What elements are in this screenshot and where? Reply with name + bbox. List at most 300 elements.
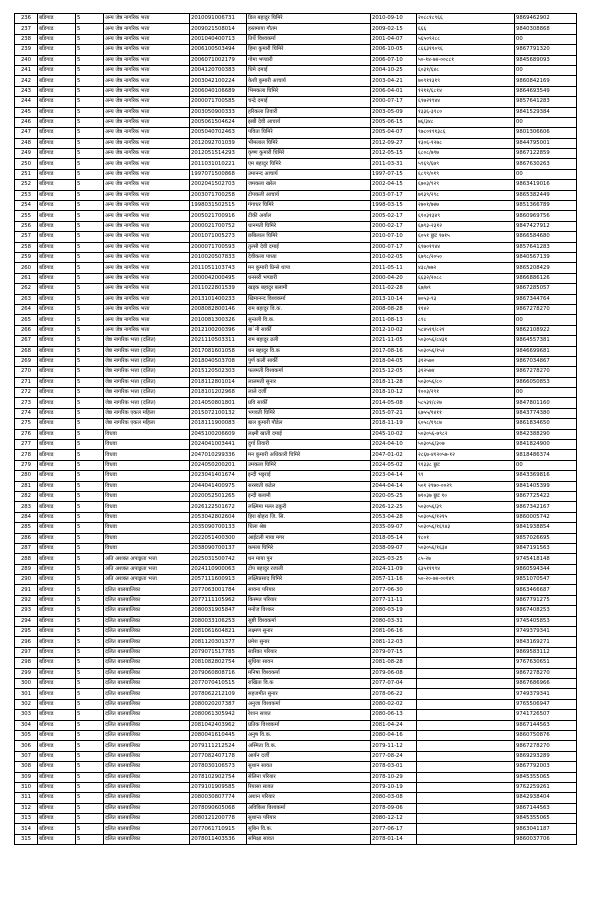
ward-number-cell: 5 xyxy=(76,647,104,657)
serial-number-cell: 297 xyxy=(15,647,38,657)
municipality-cell: बडिगाड xyxy=(38,107,76,117)
citizenship-number-cell: ६९७०१९४४ xyxy=(417,242,515,252)
phone-number-cell: 9866050853 xyxy=(515,377,577,387)
date-cell: 2077-06-17 xyxy=(371,824,417,834)
date-cell: 2018-05-14 xyxy=(371,533,417,543)
citizenship-number-cell: ६७९३-२३१२ xyxy=(417,221,515,231)
date-cell: 2005-04-07 xyxy=(371,128,417,138)
ward-number-cell: 5 xyxy=(76,481,104,491)
municipality-cell: बडिगाड xyxy=(38,159,76,169)
phone-number-cell: 9801306606 xyxy=(515,128,577,138)
allowance-type-cell: दलित बालबालिका xyxy=(104,782,190,792)
table-row xyxy=(15,450,577,460)
municipality-cell: बडिगाड xyxy=(38,294,76,304)
municipality-cell: बडिगाड xyxy=(38,450,76,460)
citizenship-number-cell xyxy=(417,595,515,605)
serial-number-cell: 284 xyxy=(15,512,38,522)
phone-number-cell: 9867791320 xyxy=(515,45,577,55)
table-row xyxy=(15,460,577,470)
municipality-cell: बडिगाड xyxy=(38,502,76,512)
serial-number-cell: 238 xyxy=(15,34,38,44)
phone-number-cell: 9847427912 xyxy=(515,221,577,231)
serial-number-cell: 252 xyxy=(15,180,38,190)
municipality-cell: बडिगाड xyxy=(38,221,76,231)
phone-number-cell: 9843774380 xyxy=(515,408,577,418)
date-cell: 2003-05-09 xyxy=(371,107,417,117)
citizenship-number-cell: ७१०३७ छुट १० xyxy=(417,491,515,501)
date-cell: 2077-06-30 xyxy=(371,585,417,595)
ward-number-cell: 5 xyxy=(76,793,104,803)
phone-number-cell: 9843369816 xyxy=(515,471,577,481)
serial-number-cell: 266 xyxy=(15,325,38,335)
beneficiary-table xyxy=(14,13,577,845)
municipality-cell: बडिगाड xyxy=(38,512,76,522)
allowance-type-cell: दलित बालबालिका xyxy=(104,585,190,595)
ward-number-cell: 5 xyxy=(76,585,104,595)
citizenship-number-cell xyxy=(417,585,515,595)
ward-number-cell: 5 xyxy=(76,294,104,304)
citizenship-number-cell: ५८४५११/८२१ xyxy=(417,325,515,335)
municipality-cell: बडिगाड xyxy=(38,346,76,356)
phone-number-cell: 9864557381 xyxy=(515,336,577,346)
citizenship-number-cell: ९९ xyxy=(417,471,515,481)
beneficiary-name-cell: धन बहादुर वि.क xyxy=(247,346,371,356)
municipality-cell: बडिगाड xyxy=(38,86,76,96)
allowance-type-cell: अन्य जेष्ठ नागरिक भत्ता xyxy=(104,221,190,231)
phone-number-cell: 9762259261 xyxy=(515,782,577,792)
citizenship-number-cell: ९१३३८ छुट xyxy=(417,460,515,470)
ward-number-cell: 5 xyxy=(76,377,104,387)
allowance-type-cell: दलित बालबालिका xyxy=(104,834,190,844)
date-cell: 1998-03-15 xyxy=(371,201,417,211)
citizenship-number-cell: २८६७-४१२०५७-१२ xyxy=(417,450,515,460)
date-cell: 2081-12-03 xyxy=(371,637,417,647)
municipality-cell: बडिगाड xyxy=(38,14,76,24)
serial-number-cell: 245 xyxy=(15,107,38,117)
table-row xyxy=(15,741,577,751)
citizenship-number-cell xyxy=(417,782,515,792)
ward-number-cell: 5 xyxy=(76,346,104,356)
citizenship-number-cell: ८६६३११०९६ xyxy=(417,45,515,55)
date-cell: 2053-04-28 xyxy=(371,512,417,522)
table-row xyxy=(15,346,577,356)
identity-number-cell: 2005021700916 xyxy=(190,211,247,221)
phone-number-cell: 9846699681 xyxy=(515,346,577,356)
allowance-type-cell: अन्य जेष्ठ नागरिक भत्ता xyxy=(104,180,190,190)
citizenship-number-cell xyxy=(417,762,515,772)
table-row xyxy=(15,720,577,730)
beneficiary-name-cell: देवीकला पाध्या xyxy=(247,252,371,262)
citizenship-number-cell: ५६५०९२८८ xyxy=(417,34,515,44)
date-cell: 2079-07-15 xyxy=(371,647,417,657)
beneficiary-name-cell: उमानन्द आचार्य xyxy=(247,169,371,179)
date-cell: 2080-06-13 xyxy=(371,710,417,720)
beneficiary-name-cell: मन कुमारी अधिकारी घिमिरे xyxy=(247,450,371,460)
allowance-type-cell: दलित बालबालिका xyxy=(104,824,190,834)
phone-number-cell: 9867791275 xyxy=(515,595,577,605)
allowance-type-cell: दलित बालबालिका xyxy=(104,689,190,699)
allowance-type-cell: दलित बालबालिका xyxy=(104,627,190,637)
allowance-type-cell: दलित बालबालिका xyxy=(104,741,190,751)
beneficiary-name-cell: सावना परियार xyxy=(247,585,371,595)
serial-number-cell: 276 xyxy=(15,429,38,439)
identity-number-cell: 2018112801014 xyxy=(190,377,247,387)
allowance-type-cell: दलित बालबालिका xyxy=(104,814,190,824)
table-row xyxy=(15,367,577,377)
identity-number-cell: 2026122501672 xyxy=(190,502,247,512)
serial-number-cell: 291 xyxy=(15,585,38,595)
serial-number-cell: 296 xyxy=(15,637,38,647)
table-row xyxy=(15,658,577,668)
phone-number-cell: 9844795001 xyxy=(515,138,577,148)
municipality-cell: बडिगाड xyxy=(38,606,76,616)
beneficiary-name-cell: आर्यन दर्जी xyxy=(247,751,371,761)
identity-number-cell: 2022051400300 xyxy=(190,533,247,543)
table-row xyxy=(15,24,577,34)
ward-number-cell: 5 xyxy=(76,24,104,34)
phone-number-cell: 9867278270 xyxy=(515,741,577,751)
date-cell: 2018-11-28 xyxy=(371,377,417,387)
beneficiary-name-cell: जमकला खरेल xyxy=(247,180,371,190)
phone-number-cell: 00 xyxy=(515,460,577,470)
beneficiary-name-cell: टीकी अर्याल xyxy=(247,211,371,221)
citizenship-number-cell xyxy=(417,793,515,803)
phone-number-cell: 00 xyxy=(515,169,577,179)
citizenship-number-cell: ५०३०५६/८४३१ xyxy=(417,336,515,346)
table-row xyxy=(15,377,577,387)
beneficiary-name-cell: आईटली माया मगर xyxy=(247,533,371,543)
identity-number-cell: 2006040106689 xyxy=(190,86,247,96)
phone-number-cell: 9867630263 xyxy=(515,159,577,169)
citizenship-number-cell xyxy=(417,803,515,813)
beneficiary-name-cell: किस्मत परियार xyxy=(247,595,371,605)
beneficiary-name-cell: प्रवि सार्की xyxy=(247,398,371,408)
beneficiary-name-cell: रेशान सावत xyxy=(247,710,371,720)
allowance-type-cell: अन्य जेष्ठ नागरिक भत्ता xyxy=(104,159,190,169)
allowance-type-cell: जेष्ठ नागरिक भत्ता (दलित) xyxy=(104,346,190,356)
date-cell: 2000-07-17 xyxy=(371,242,417,252)
ward-number-cell: 5 xyxy=(76,637,104,647)
identity-number-cell: 2078062212109 xyxy=(190,689,247,699)
municipality-cell: बडिगाड xyxy=(38,730,76,740)
citizenship-number-cell: १३०६-१२७८ xyxy=(417,138,515,148)
phone-number-cell: 9857641283 xyxy=(515,97,577,107)
serial-number-cell: 237 xyxy=(15,24,38,34)
identity-number-cell: 2081042403962 xyxy=(190,720,247,730)
date-cell: 2017-08-16 xyxy=(371,346,417,356)
table-row xyxy=(15,55,577,65)
serial-number-cell: 307 xyxy=(15,751,38,761)
ward-number-cell: 5 xyxy=(76,76,104,86)
serial-number-cell: 275 xyxy=(15,419,38,429)
table-row xyxy=(15,117,577,127)
date-cell: 2005-02-17 xyxy=(371,211,417,221)
municipality-cell: बडिगाड xyxy=(38,419,76,429)
municipality-cell: बडिगाड xyxy=(38,169,76,179)
serial-number-cell: 265 xyxy=(15,315,38,325)
ward-number-cell: 5 xyxy=(76,751,104,761)
identity-number-cell: 2079071517785 xyxy=(190,647,247,657)
municipality-cell: बडिगाड xyxy=(38,315,76,325)
allowance-type-cell: अन्य जेष्ठ नागरिक भत्ता xyxy=(104,252,190,262)
table-row xyxy=(15,65,577,75)
citizenship-number-cell: ४३८/७७२ xyxy=(417,263,515,273)
municipality-cell: बडिगाड xyxy=(38,658,76,668)
table-row xyxy=(15,201,577,211)
allowance-type-cell: दलित बालबालिका xyxy=(104,606,190,616)
beneficiary-name-cell: धानमती घिमिरे xyxy=(247,221,371,231)
ward-number-cell: 5 xyxy=(76,564,104,574)
serial-number-cell: 271 xyxy=(15,377,38,387)
beneficiary-name-cell: अस्मिता वि.क. xyxy=(247,741,371,751)
ward-number-cell: 5 xyxy=(76,315,104,325)
ward-number-cell: 5 xyxy=(76,169,104,179)
serial-number-cell: 280 xyxy=(15,471,38,481)
beneficiary-name-cell: मन कुमारी प्रिन्से थापा xyxy=(247,263,371,273)
ward-number-cell: 5 xyxy=(76,242,104,252)
ward-number-cell: 5 xyxy=(76,616,104,626)
beneficiary-name-cell: लक्ष्मिप्रसाद घिमिरे xyxy=(247,575,371,585)
allowance-type-cell: विधवा xyxy=(104,471,190,481)
beneficiary-name-cell: खिमानन्द विश्वकर्मा xyxy=(247,294,371,304)
serial-number-cell: 242 xyxy=(15,76,38,86)
municipality-cell: बडिगाड xyxy=(38,325,76,335)
citizenship-number-cell xyxy=(417,751,515,761)
date-cell: 2011-03-31 xyxy=(371,159,417,169)
ward-number-cell: 5 xyxy=(76,543,104,553)
identity-number-cell: 2006100503494 xyxy=(190,45,247,55)
ward-number-cell: 5 xyxy=(76,471,104,481)
identity-number-cell: 2044041400975 xyxy=(190,481,247,491)
date-cell: 2035-09-07 xyxy=(371,523,417,533)
citizenship-number-cell xyxy=(417,637,515,647)
citizenship-number-cell xyxy=(417,824,515,834)
phone-number-cell: 9866886126 xyxy=(515,273,577,283)
identity-number-cell: 2035090700133 xyxy=(190,523,247,533)
citizenship-number-cell xyxy=(417,616,515,626)
beneficiary-name-cell: सुबिन वि.क. xyxy=(247,824,371,834)
ward-number-cell: 5 xyxy=(76,533,104,543)
citizenship-number-cell: २०८८१८९६६ xyxy=(417,14,515,24)
table-row xyxy=(15,772,577,782)
municipality-cell: बडिगाड xyxy=(38,627,76,637)
phone-number-cell: 9842938404 xyxy=(515,793,577,803)
serial-number-cell: 286 xyxy=(15,533,38,543)
phone-number-cell: 9857641283 xyxy=(515,242,577,252)
beneficiary-name-cell: अविकिश विश्वकर्मा xyxy=(247,803,371,813)
municipality-cell: बडिगाड xyxy=(38,232,76,242)
identity-number-cell: 2047010299336 xyxy=(190,450,247,460)
date-cell: 2080-03-31 xyxy=(371,616,417,626)
table-row xyxy=(15,523,577,533)
beneficiary-name-cell: सुष्टी विश्वकर्मा xyxy=(247,616,371,626)
identity-number-cell: 2017081601058 xyxy=(190,346,247,356)
date-cell: 2021-11-05 xyxy=(371,336,417,346)
municipality-cell: बडिगाड xyxy=(38,65,76,75)
beneficiary-name-cell: झबी देवी आचार्य xyxy=(247,117,371,127)
identity-number-cell: 2015072100132 xyxy=(190,408,247,418)
allowance-type-cell: विधवा xyxy=(104,440,190,450)
beneficiary-name-cell: अनुष वि.क. xyxy=(247,730,371,740)
allowance-type-cell: जेष्ठ नागरिक एकल महिला xyxy=(104,419,190,429)
citizenship-number-cell: ५०३०५६/३०७ xyxy=(417,440,515,450)
phone-number-cell: 9867278270 xyxy=(515,668,577,678)
table-row xyxy=(15,502,577,512)
date-cell: 2013-10-14 xyxy=(371,294,417,304)
table-row xyxy=(15,595,577,605)
serial-number-cell: 304 xyxy=(15,720,38,730)
date-cell: 2000-07-17 xyxy=(371,97,417,107)
beneficiary-name-cell: टोप बहादुर रजाली xyxy=(247,564,371,574)
identity-number-cell: 1998031502515 xyxy=(190,201,247,211)
allowance-type-cell: दलित बालबालिका xyxy=(104,710,190,720)
ward-number-cell: 5 xyxy=(76,658,104,668)
date-cell: 2000-04-20 xyxy=(371,273,417,283)
allowance-type-cell: अन्य जेष्ठ नागरिक भत्ता xyxy=(104,117,190,127)
table-row xyxy=(15,440,577,450)
table-row xyxy=(15,710,577,720)
identity-number-cell: 2024110900063 xyxy=(190,564,247,574)
ward-number-cell: 5 xyxy=(76,263,104,273)
serial-number-cell: 251 xyxy=(15,169,38,179)
serial-number-cell: 314 xyxy=(15,824,38,834)
date-cell: 2081-08-28 xyxy=(371,658,417,668)
citizenship-number-cell: ७६/३४८ xyxy=(417,117,515,127)
municipality-cell: बडिगाड xyxy=(38,679,76,689)
identity-number-cell: 2000042000495 xyxy=(190,273,247,283)
beneficiary-name-cell: सुन्तली वि.क. xyxy=(247,315,371,325)
allowance-type-cell: अन्य जेष्ठ नागरिक भत्ता xyxy=(104,169,190,179)
table-row xyxy=(15,388,577,398)
beneficiary-name-cell: सरस्वती कडेल xyxy=(247,481,371,491)
allowance-type-cell: अन्य जेष्ठ नागरिक भत्ता xyxy=(104,273,190,283)
beneficiary-name-cell: राखिता वि.क xyxy=(247,679,371,689)
date-cell: 2023-04-14 xyxy=(371,471,417,481)
table-row xyxy=(15,751,577,761)
table-row xyxy=(15,315,577,325)
serial-number-cell: 246 xyxy=(15,117,38,127)
citizenship-number-cell xyxy=(417,730,515,740)
identity-number-cell: 2053042802604 xyxy=(190,512,247,522)
ward-number-cell: 5 xyxy=(76,138,104,148)
citizenship-number-cell: ५०-२०-७४-००१४९ xyxy=(417,575,515,585)
identity-number-cell: 2004120700383 xyxy=(190,65,247,75)
citizenship-number-cell xyxy=(417,658,515,668)
beneficiary-name-cell: अशान परियार xyxy=(247,793,371,803)
allowance-type-cell: अन्य जेष्ठ नागरिक भत्ता xyxy=(104,284,190,294)
phone-number-cell: 9749379341 xyxy=(515,689,577,699)
date-cell: 2006-04-01 xyxy=(371,86,417,96)
citizenship-number-cell: ६८९९/०१९ xyxy=(417,169,515,179)
table-row xyxy=(15,284,577,294)
allowance-type-cell: अन्य जेष्ठ नागरिक भत्ता xyxy=(104,315,190,325)
citizenship-number-cell: ५०३०५६/१६९४३ xyxy=(417,523,515,533)
table-row xyxy=(15,211,577,221)
serial-number-cell: 257 xyxy=(15,232,38,242)
ward-number-cell: 5 xyxy=(76,772,104,782)
date-cell: 2018-11-19 xyxy=(371,419,417,429)
allowance-type-cell: जेष्ठ नागरिक भत्ता (दलित) xyxy=(104,336,190,346)
ward-number-cell: 5 xyxy=(76,34,104,44)
date-cell: 2004-10-25 xyxy=(371,65,417,75)
beneficiary-name-cell: डिल बहादुर घिमिरे xyxy=(247,14,371,24)
date-cell: 2024-05-02 xyxy=(371,460,417,470)
allowance-type-cell: दलित बालबालिका xyxy=(104,616,190,626)
beneficiary-name-cell: खड्क बहादुर बलामी xyxy=(247,284,371,294)
identity-number-cell: 2080031905847 xyxy=(190,606,247,616)
ward-number-cell: 5 xyxy=(76,55,104,65)
municipality-cell: बडिगाड xyxy=(38,481,76,491)
ward-number-cell: 5 xyxy=(76,252,104,262)
phone-number-cell: 9867408253 xyxy=(515,606,577,616)
citizenship-number-cell: ७१३९/२९८ xyxy=(417,190,515,200)
serial-number-cell: 301 xyxy=(15,689,38,699)
allowance-type-cell: दलित बालबालिका xyxy=(104,762,190,772)
identity-number-cell: 2002041502703 xyxy=(190,180,247,190)
serial-number-cell: 289 xyxy=(15,564,38,574)
citizenship-number-cell: ५०३०५६/१२१५ xyxy=(417,512,515,522)
ward-number-cell: 5 xyxy=(76,388,104,398)
beneficiary-name-cell: टोपकली आचार्य xyxy=(247,190,371,200)
citizenship-number-cell: ५०३०५६/३९ xyxy=(417,502,515,512)
ward-number-cell: 5 xyxy=(76,284,104,294)
phone-number-cell: 9867122859 xyxy=(515,149,577,159)
allowance-type-cell: अन्य जेष्ठ नागरिक भत्ता xyxy=(104,76,190,86)
identity-number-cell: 2080020207387 xyxy=(190,699,247,709)
phone-number-cell: 9867342167 xyxy=(515,502,577,512)
identity-number-cell: 2078030106573 xyxy=(190,762,247,772)
phone-number-cell: 9860842169 xyxy=(515,76,577,86)
citizenship-number-cell: १००३/२९१ xyxy=(417,388,515,398)
serial-number-cell: 279 xyxy=(15,460,38,470)
phone-number-cell: 9867285057 xyxy=(515,284,577,294)
ward-number-cell: 5 xyxy=(76,460,104,470)
municipality-cell: बडिगाड xyxy=(38,834,76,844)
serial-number-cell: 267 xyxy=(15,336,38,346)
date-cell: 2012-10-02 xyxy=(371,325,417,335)
citizenship-number-cell: ५०-१४-७४-००८८१ xyxy=(417,55,515,65)
phone-number-cell: 9847801160 xyxy=(515,398,577,408)
ward-number-cell: 5 xyxy=(76,627,104,637)
municipality-cell: बडिगाड xyxy=(38,751,76,761)
allowance-type-cell: विधवा xyxy=(104,450,190,460)
serial-number-cell: 310 xyxy=(15,782,38,792)
citizenship-number-cell: ६३५१११९४ xyxy=(417,564,515,574)
serial-number-cell: 274 xyxy=(15,408,38,418)
municipality-cell: बडिगाड xyxy=(38,128,76,138)
date-cell: 2077-11-11 xyxy=(371,595,417,605)
beneficiary-name-cell: कृष्ण कुमारी घिमिरे xyxy=(247,149,371,159)
identity-number-cell: 2077082407178 xyxy=(190,751,247,761)
serial-number-cell: 273 xyxy=(15,398,38,408)
citizenship-number-cell xyxy=(417,720,515,730)
identity-number-cell: 2010020507833 xyxy=(190,252,247,262)
table-row xyxy=(15,14,577,24)
table-row xyxy=(15,575,577,585)
serial-number-cell: 250 xyxy=(15,159,38,169)
municipality-cell: बडिगाड xyxy=(38,304,76,314)
phone-number-cell: 9867144563 xyxy=(515,803,577,813)
table-row xyxy=(15,834,577,844)
identity-number-cell: 2012092701039 xyxy=(190,138,247,148)
date-cell: 2078-01-14 xyxy=(371,834,417,844)
allowance-type-cell: अति अशक्त अपाङ्गता भत्ता xyxy=(104,575,190,585)
ward-number-cell: 5 xyxy=(76,730,104,740)
phone-number-cell: 9863041187 xyxy=(515,824,577,834)
table-row xyxy=(15,637,577,647)
table-row xyxy=(15,419,577,429)
date-cell: 2008-08-28 xyxy=(371,304,417,314)
